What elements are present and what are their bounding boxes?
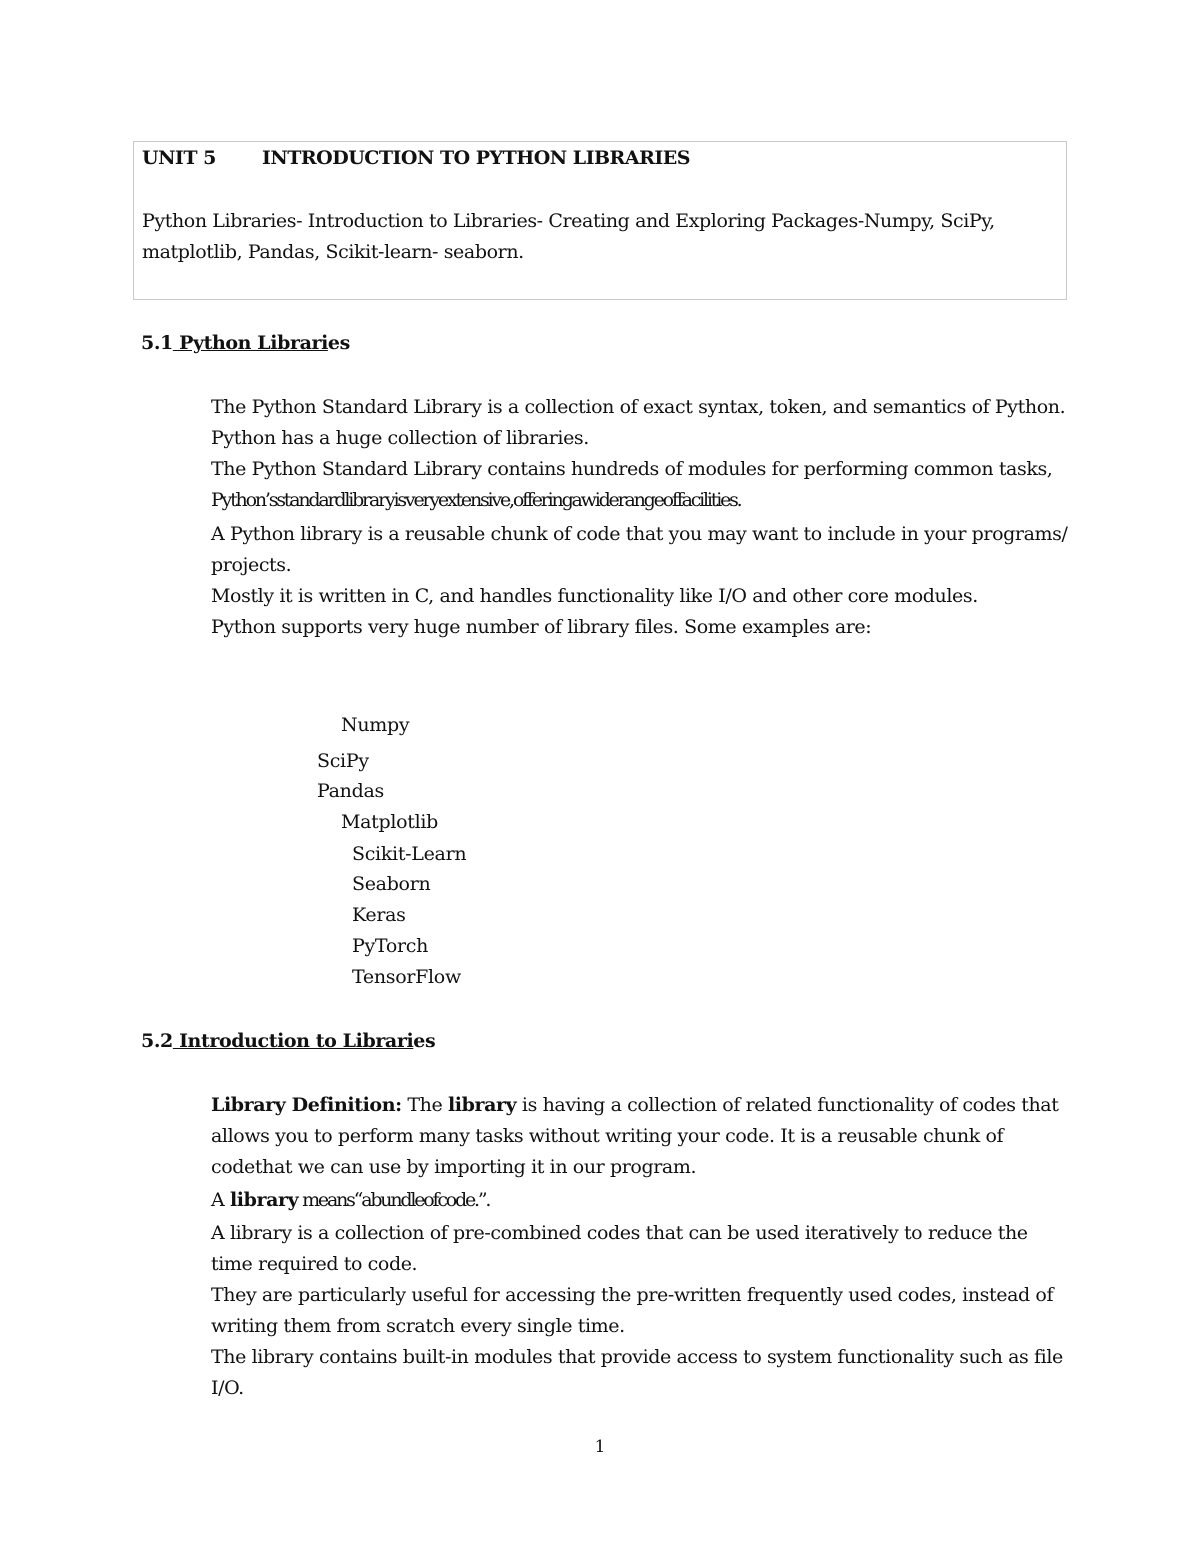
list-item: Scikit-Learn xyxy=(352,843,467,865)
unit-description: Python Libraries- Introduction to Libraries- Creating and Exploring Packages-Numpy, SciPy, matplotlib, Pandas, Scikit-learn- seaborn. xyxy=(142,210,995,263)
paragraph: They are particularly useful for accessing the pre-written frequently used codes, instead of writing them from scratch every single time. xyxy=(211,1284,1054,1337)
section-title-tail: es xyxy=(327,332,350,354)
list-item: PyTorch xyxy=(352,935,429,957)
list-item: Numpy xyxy=(341,714,410,736)
means-term: library xyxy=(229,1189,299,1211)
section-heading-5-1 xyxy=(141,332,350,354)
unit-number: UNIT 5 xyxy=(142,147,216,169)
paragraph: The Python Standard Library is a collection of exact syntax, token, and semantics of Python. xyxy=(211,396,1066,418)
paragraph: A Python library is a reusable chunk of code that you may want to include in your programs/ projects. xyxy=(211,523,1068,576)
unit-heading xyxy=(142,147,690,169)
section-1-body xyxy=(211,392,1071,643)
paragraph: Python supports very huge number of library files. Some examples are: xyxy=(211,616,872,638)
unit-title: INTRODUCTION TO PYTHON LIBRARIES xyxy=(262,147,690,169)
means-text: means“abundleofcode.”. xyxy=(298,1189,490,1211)
paragraph: A library is a collection of pre-combined codes that can be used iteratively to reduce the time required to code. xyxy=(211,1222,1028,1275)
paragraph: Python’sstandardlibraryisveryextensive,offeringawiderangeoffacilities. xyxy=(211,489,741,511)
page-number: 1 xyxy=(594,1437,606,1457)
list-item: Matplotlib xyxy=(341,811,439,833)
paragraph: The Python Standard Library contains hundreds of modules for performing common tasks, xyxy=(211,458,1053,480)
means-paragraph xyxy=(211,1185,1071,1216)
section-title: Python Librari xyxy=(172,332,328,354)
section-heading-5-2 xyxy=(141,1030,435,1052)
list-item: SciPy xyxy=(317,750,369,772)
definition-text: The xyxy=(401,1094,448,1116)
paragraph: Mostly it is written in C, and handles functionality like I/O and other core modules. xyxy=(211,585,978,607)
definition-paragraph xyxy=(211,1090,1071,1183)
means-text: A xyxy=(211,1189,230,1211)
paragraph: The library contains built-in modules that provide access to system functionality such as file I/O. xyxy=(211,1346,1063,1399)
list-item: TensorFlow xyxy=(352,966,461,988)
definition-text: is having a collection of related functionality of codes that allows you to perform many tasks without writing your code. It is a reusable chunk of codethat we can use by importing it in our program. xyxy=(211,1094,1059,1178)
list-item: Pandas xyxy=(317,780,384,802)
section-number: 5.2 xyxy=(141,1030,173,1052)
section-number: 5.1 xyxy=(141,332,173,354)
paragraph: Python has a huge collection of libraries. xyxy=(211,427,589,449)
section-2-body xyxy=(211,1090,1071,1404)
section-title: Introduction to Librari xyxy=(172,1030,414,1052)
definition-term: library xyxy=(447,1094,517,1116)
section-title-tail: es xyxy=(413,1030,436,1052)
list-item: Keras xyxy=(352,904,406,926)
definition-label: Library Definition: xyxy=(211,1094,402,1116)
unit-summary-box xyxy=(133,141,1067,300)
list-item: Seaborn xyxy=(352,873,431,895)
